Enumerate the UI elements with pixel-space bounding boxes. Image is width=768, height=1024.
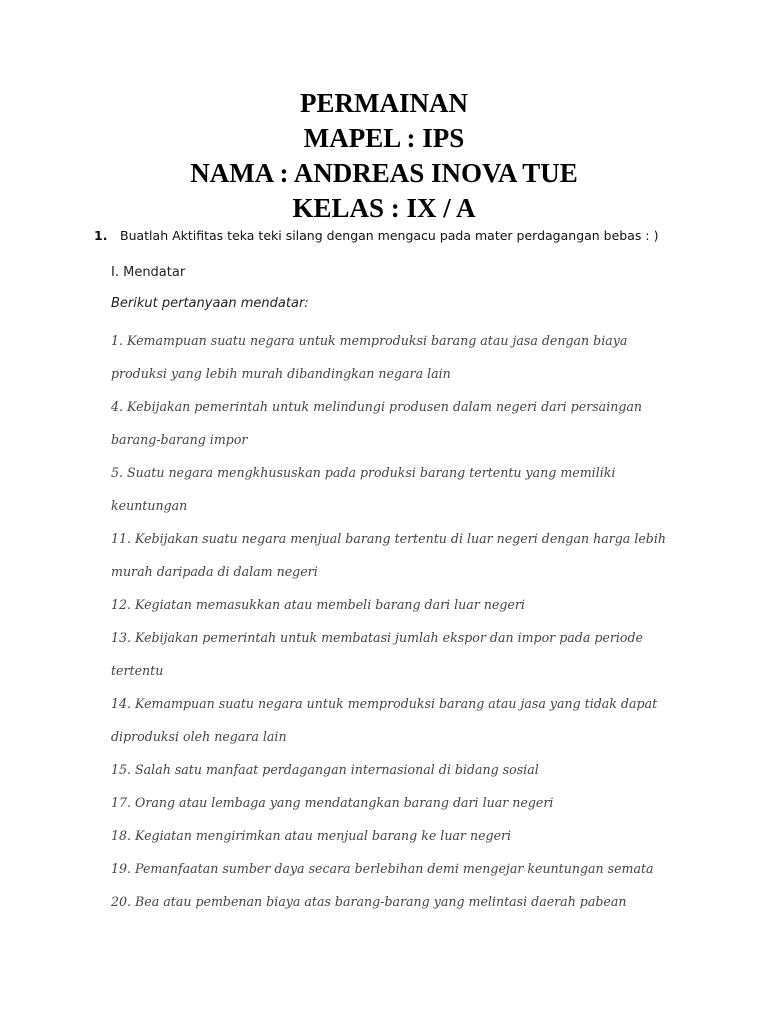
- question-text-line: 13. Kebijakan pemerintah untuk membatasi jumlah ekspor dan impor pada periode: [111, 630, 644, 645]
- question-item: [111, 324, 671, 390]
- question-text-line: 5. Suatu negara mengkhususkan pada produksi barang tertentu yang memiliki: [111, 465, 616, 480]
- question-text-line: barang-barang impor: [111, 432, 248, 447]
- student-name-line: NAMA : ANDREAS INOVA TUE: [190, 158, 578, 188]
- question-item: [111, 786, 671, 819]
- section-subtitle: Berikut pertanyaan mendatar:: [111, 296, 309, 311]
- question-item: [111, 687, 671, 753]
- question-item: [111, 753, 671, 786]
- question-text-line: diproduksi oleh negara lain: [111, 729, 287, 744]
- question-text-line: 11. Kebijakan suatu negara menjual barang tertentu di luar negeri dengan harga lebih: [111, 531, 666, 546]
- question-text-line: 17. Orang atau lembaga yang mendatangkan barang dari luar negeri: [111, 795, 554, 810]
- task-number: 1.: [94, 228, 108, 243]
- question-item: [111, 885, 671, 918]
- section-title: I. Mendatar: [111, 265, 186, 280]
- question-item: [111, 522, 671, 588]
- question-text-line: 1. Kemampuan suatu negara untuk memproduksi barang atau jasa dengan biaya: [111, 333, 628, 348]
- question-item: [111, 390, 671, 456]
- question-text-line: keuntungan: [111, 498, 188, 513]
- question-text-line: 15. Salah satu manfaat perdagangan internasional di bidang sosial: [111, 762, 539, 777]
- question-item: [111, 621, 671, 687]
- question-text-line: 20. Bea atau pembenan biaya atas barang-barang yang melintasi daerah pabean: [111, 894, 627, 909]
- question-item: [111, 456, 671, 522]
- question-item: [111, 588, 671, 621]
- class-line: KELAS : IX / A: [292, 193, 476, 223]
- question-text-line: tertentu: [111, 663, 164, 678]
- question-text-line: produksi yang lebih murah dibandingkan negara lain: [111, 366, 451, 381]
- document-header: [0, 86, 768, 226]
- question-text-line: 14. Kemampuan suatu negara untuk memproduksi barang atau jasa yang tidak dapat: [111, 696, 658, 711]
- question-item: [111, 819, 671, 852]
- question-item: [111, 852, 671, 885]
- document-title: PERMAINAN: [300, 88, 468, 118]
- task-instruction: [94, 228, 734, 243]
- question-text-line: murah daripada di dalam negeri: [111, 564, 318, 579]
- subject-line: MAPEL : IPS: [303, 123, 465, 153]
- question-text-line: 19. Pemanfaatan sumber daya secara berlebihan demi mengejar keuntungan semata: [111, 861, 654, 876]
- question-list: [111, 324, 671, 918]
- task-text: Buatlah Aktifitas teka teki silang dengan mengacu pada mater perdagangan bebas : ): [120, 228, 659, 243]
- question-text-line: 4. Kebijakan pemerintah untuk melindungi produsen dalam negeri dari persaingan: [111, 399, 643, 414]
- question-text-line: 18. Kegiatan mengirimkan atau menjual barang ke luar negeri: [111, 828, 512, 843]
- question-text-line: 12. Kegiatan memasukkan atau membeli barang dari luar negeri: [111, 597, 525, 612]
